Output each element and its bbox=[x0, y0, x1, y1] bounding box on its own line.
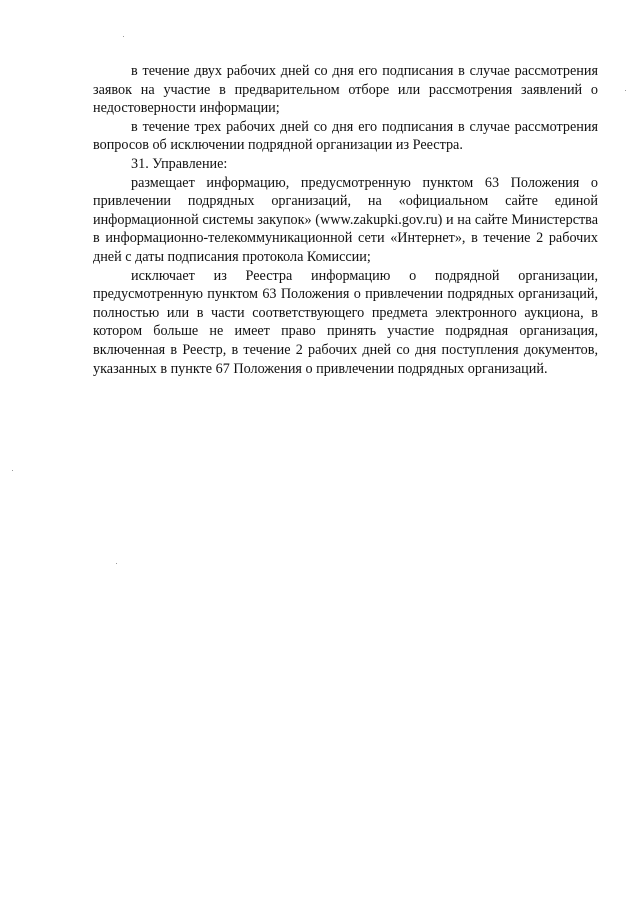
paragraph-deadline-preselection: в течение двух рабочих дней со дня его подписания в случае рассмотрения заявок на участие в предварительном отборе или рассмотрения заявлений о недостоверности информации; bbox=[93, 63, 598, 117]
paragraph-deadline-exclusion: в течение трех рабочих дней со дня его подписания в случае рассмотрения вопросов об исключении подрядной организации из Реестра. bbox=[93, 118, 598, 154]
document-body bbox=[93, 62, 598, 378]
scan-speck bbox=[123, 36, 124, 37]
scan-speck bbox=[625, 90, 626, 91]
section-31-heading: 31. Управление: bbox=[131, 155, 228, 172]
paragraph-excludes-from-registry: исключает из Реестра информацию о подрядной организации, предусмотренную пунктом 63 Положения о привлечении подрядных организаций, полностью или в части соответствующего предмета электронного аукциона, в котором больше не имеет право принять участие подрядная организация, включенная в Реестр, в течение 2 рабочих дней со дня поступления документов, указанных в пункте 67 Положения о привлечении подрядных организаций. bbox=[93, 267, 598, 377]
paragraph-publishes-information: размещает информацию, предусмотренную пунктом 63 Положения о привлечении подрядных организаций, на «официальном сайте единой информационной системы закупок» (www.zakupki.gov.ru) и на сайте Министерства в информационно-телекоммуникационной сети «Интернет», в течение 2 рабочих дней с даты подписания протокола Комиссии; bbox=[93, 174, 598, 265]
scan-speck bbox=[116, 563, 117, 564]
scan-speck bbox=[12, 470, 13, 471]
